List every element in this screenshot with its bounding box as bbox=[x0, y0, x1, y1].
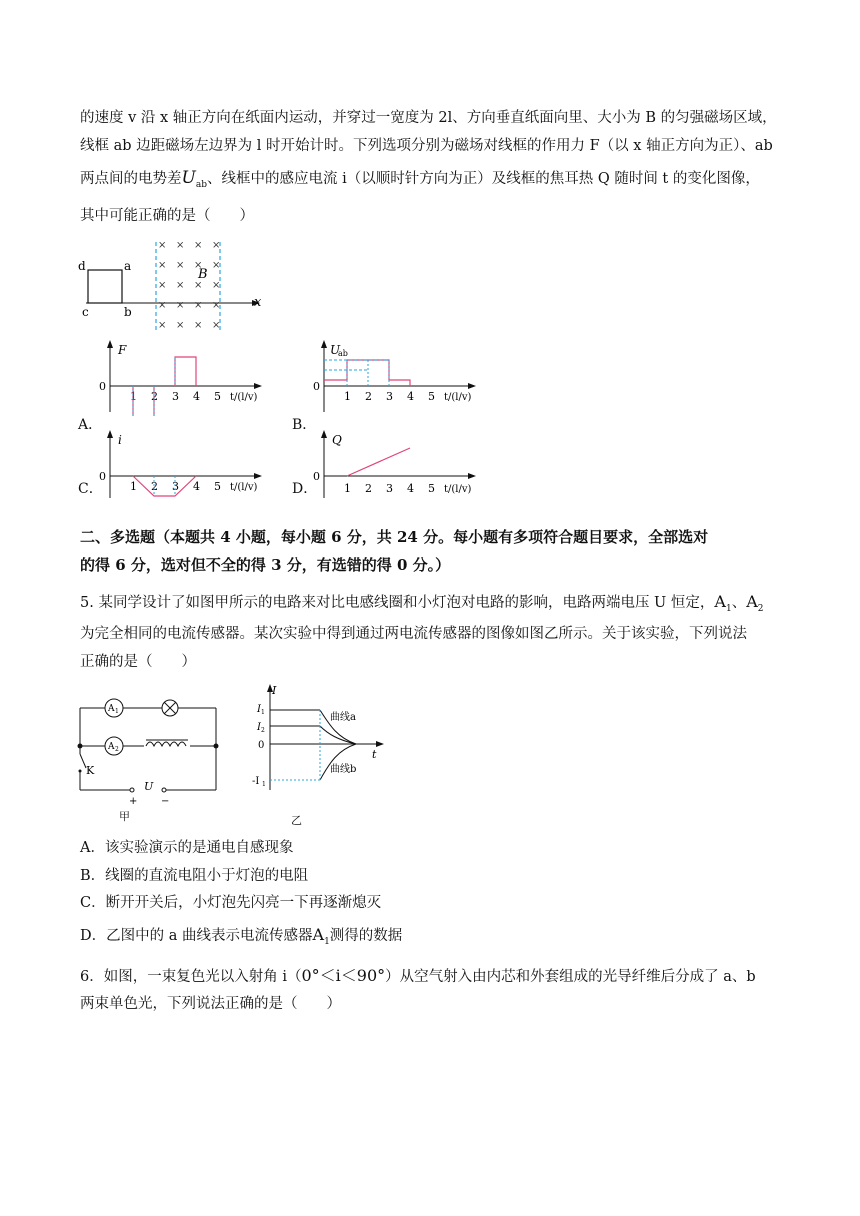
tick-label: 5 bbox=[428, 390, 435, 403]
circuit-a2-sub: 2 bbox=[115, 746, 119, 753]
graph-c-taxis: t/(l/v) bbox=[230, 482, 258, 493]
cross-mark: × bbox=[194, 260, 203, 271]
q4-uab-symbol: U bbox=[181, 168, 196, 188]
q5-option-a[interactable]: A．该实验演示的是通电自感现象 bbox=[80, 840, 294, 856]
graph-a-ylabel: F bbox=[118, 343, 127, 357]
graph-b-voltage bbox=[306, 340, 486, 416]
graph-c-current bbox=[92, 430, 272, 500]
circuit-a2-label: A bbox=[108, 742, 115, 752]
q4-line-3 bbox=[80, 168, 760, 195]
graph-d-taxis: t/(l/v) bbox=[444, 484, 472, 495]
q6-angle-range: 0°＜i＜90° bbox=[301, 966, 386, 985]
q5-a2-sub: 2 bbox=[757, 603, 764, 614]
tick-label: 4 bbox=[193, 390, 200, 403]
label-x-axis: x bbox=[254, 295, 262, 310]
cross-mark: × bbox=[158, 260, 167, 271]
tick-label: 5 bbox=[214, 390, 221, 403]
tick-label: 2 bbox=[151, 390, 158, 403]
tick-label: 3 bbox=[172, 480, 179, 493]
q5-option-d-sub: 1 bbox=[324, 936, 330, 947]
q5-option-d[interactable] bbox=[80, 925, 402, 952]
graph-b-ylabel: U bbox=[330, 343, 341, 357]
graph-curve-b-label: 曲线b bbox=[330, 764, 357, 775]
cross-mark: × bbox=[176, 320, 185, 331]
cross-mark: × bbox=[194, 300, 203, 311]
tick-label: 3 bbox=[172, 390, 179, 403]
label-d: d bbox=[78, 259, 86, 273]
circuit-caption: 甲 bbox=[119, 810, 130, 823]
label-field-b: B bbox=[198, 267, 208, 282]
q5-a1-sub: 1 bbox=[725, 603, 732, 614]
q4-line-3-post: 、线框中的感应电流 i（以顺时针方向为正）及线框的焦耳热 Q 随时间 t 的变化图像， bbox=[206, 171, 760, 187]
tick-label: 5 bbox=[428, 482, 435, 495]
q5-line-2: 为完全相同的电流传感器。某次实验中得到通过两电流传感器的图像如图乙所示。关于该实验，下列说法 bbox=[80, 626, 747, 642]
cross-mark: × bbox=[176, 280, 185, 291]
graph-b-ylabel-sub: ab bbox=[338, 349, 348, 358]
graph-neg-i1-label: -I bbox=[252, 776, 260, 787]
q4-line-3-pre: 两点间的电势差 bbox=[80, 171, 182, 187]
graph-c-option[interactable]: C． bbox=[78, 481, 103, 497]
graph-d-zero: 0 bbox=[313, 470, 320, 483]
q5-option-d-a1: A bbox=[312, 925, 325, 944]
q5-line-1 bbox=[80, 592, 763, 619]
cross-mark: × bbox=[176, 260, 185, 271]
tick-label: 2 bbox=[365, 482, 372, 495]
graph-t-axis: t bbox=[372, 748, 377, 761]
q4-line-1: 的速度 v 沿 x 轴正方向在纸面内运动，并穿过一宽度为 2l、方向垂直纸面向里、大小为 B 的匀强磁场区域， bbox=[80, 110, 777, 126]
cross-mark: × bbox=[212, 320, 221, 331]
q4-field-figure bbox=[74, 236, 274, 336]
section-2-heading-line-2: 的得 6 分，选对但不全的得 3 分，有选错的得 0 分。） bbox=[80, 556, 451, 574]
tick-label: 5 bbox=[214, 480, 221, 493]
cross-mark: × bbox=[158, 280, 167, 291]
circuit-u: U bbox=[144, 780, 154, 793]
q4-line-2: 线框 ab 边距磁场左边界为 l 时开始计时。下列选项分别为磁场对线框的作用力 F（以 x 轴正方向为正）、ab bbox=[80, 138, 773, 154]
cross-mark: × bbox=[212, 260, 221, 271]
tick-label: 1 bbox=[130, 390, 137, 403]
label-c: c bbox=[82, 305, 89, 319]
tick-label: 3 bbox=[386, 390, 393, 403]
tick-label: 4 bbox=[407, 482, 414, 495]
graph-caption: 乙 bbox=[291, 814, 302, 827]
graph-a-option[interactable]: A． bbox=[78, 417, 103, 433]
graph-i-axis: I bbox=[272, 684, 277, 697]
q6-line-1 bbox=[80, 966, 756, 987]
q6-line-2: 两束单色光，下列说法正确的是（ ） bbox=[80, 996, 341, 1012]
graph-curve-a-label: 曲线a bbox=[330, 712, 356, 723]
circuit-a1-sub: 1 bbox=[115, 708, 119, 715]
graph-c-ylabel: i bbox=[118, 433, 122, 447]
graph-i1-label: I bbox=[257, 704, 261, 715]
q6-line-1-pre: 6．如图，一束复色光以入射角 i（ bbox=[80, 969, 302, 985]
cross-mark: × bbox=[158, 320, 167, 331]
q5-line-3: 正确的是（ ） bbox=[80, 654, 196, 670]
graph-a-force bbox=[92, 340, 272, 416]
graph-i2-sub: 2 bbox=[261, 727, 265, 734]
graph-c-zero: 0 bbox=[99, 470, 106, 483]
cross-mark: × bbox=[194, 280, 203, 291]
graph-i2-label: I bbox=[257, 722, 261, 733]
q5-a1: A bbox=[714, 592, 726, 611]
graph-i1-sub: 1 bbox=[261, 709, 265, 716]
q5-current-graph bbox=[246, 682, 386, 792]
graph-zero: 0 bbox=[258, 740, 265, 751]
cross-mark: × bbox=[176, 240, 185, 251]
label-a: a bbox=[124, 259, 132, 273]
circuit-minus: − bbox=[161, 796, 170, 807]
q4-line-4: 其中可能正确的是（ ） bbox=[80, 208, 254, 224]
q5-sep: 、 bbox=[731, 595, 747, 611]
graph-b-taxis: t/(l/v) bbox=[444, 392, 472, 403]
tick-label: 2 bbox=[365, 390, 372, 403]
cross-mark: × bbox=[194, 320, 203, 331]
graph-a-zero: 0 bbox=[99, 380, 106, 393]
graph-b-option[interactable]: B． bbox=[292, 417, 317, 433]
tick-label: 4 bbox=[407, 390, 414, 403]
q5-option-d-pre: D．乙图中的 a 曲线表示电流传感器 bbox=[80, 928, 313, 944]
q5-a2: A bbox=[746, 592, 758, 611]
cross-mark: × bbox=[212, 300, 221, 311]
label-b: b bbox=[124, 305, 132, 319]
tick-label: 2 bbox=[151, 480, 158, 493]
circuit-switch-k: K bbox=[86, 764, 95, 777]
graph-a-taxis: t/(l/v) bbox=[230, 392, 258, 403]
cross-mark: × bbox=[194, 240, 203, 251]
tick-label: 3 bbox=[386, 482, 393, 495]
cross-mark: × bbox=[158, 300, 167, 311]
q5-option-d-post: 测得的数据 bbox=[329, 928, 403, 944]
q5-option-c[interactable]: C．断开开关后，小灯泡先闪亮一下再逐渐熄灭 bbox=[80, 895, 382, 911]
q4-uab-sub: ab bbox=[195, 179, 207, 190]
q6-line-1-post: ）从空气射入由内芯和外套组成的光导纤维后分成了 a、b bbox=[385, 969, 756, 985]
tick-label: 1 bbox=[344, 390, 351, 403]
q5-line-1-pre: 5. 某同学设计了如图甲所示的电路来对比电感线圈和小灯泡对电路的影响，电路两端电压 U 恒定， bbox=[80, 595, 715, 611]
tick-label: 1 bbox=[344, 482, 351, 495]
graph-neg-i1-sub: 1 bbox=[262, 781, 266, 788]
circuit-plus: + bbox=[129, 796, 138, 807]
cross-mark: × bbox=[176, 300, 185, 311]
section-2-heading-line-1: 二、多选题（本题共 4 小题，每小题 6 分，共 24 分。每小题有多项符合题目要求，全部选对 bbox=[80, 528, 709, 546]
graph-d-heat bbox=[306, 430, 486, 500]
q5-option-b[interactable]: B．线圈的直流电阻小于灯泡的电阻 bbox=[80, 868, 309, 884]
graph-b-zero: 0 bbox=[313, 380, 320, 393]
graph-d-option[interactable]: D． bbox=[292, 481, 318, 497]
q5-circuit-diagram bbox=[74, 694, 224, 824]
tick-label: 4 bbox=[193, 480, 200, 493]
cross-mark: × bbox=[212, 240, 221, 251]
cross-mark: × bbox=[158, 240, 167, 251]
cross-mark: × bbox=[212, 280, 221, 291]
graph-d-ylabel: Q bbox=[332, 433, 342, 447]
circuit-a1-label: A bbox=[108, 704, 115, 714]
tick-label: 1 bbox=[130, 480, 137, 493]
